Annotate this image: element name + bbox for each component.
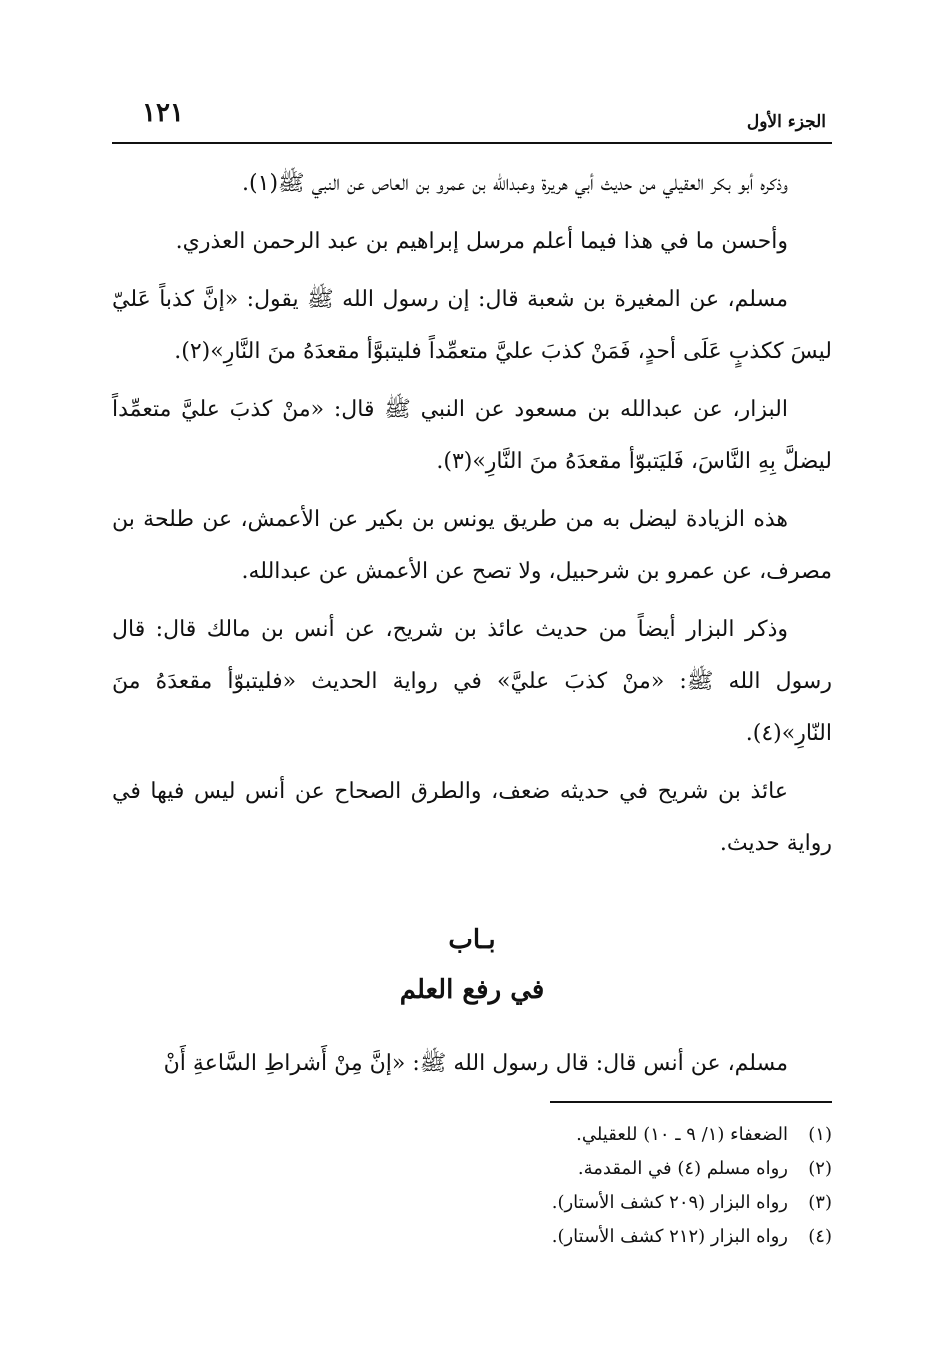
footnote: [112, 1152, 832, 1186]
book-page: [112, 0, 832, 1356]
footnote: [112, 1186, 832, 1220]
footnote-number: (٢): [808, 1158, 832, 1179]
paragraph: وذكره أبو بكر العقيلي من حديث أبي هريرة وعبدالله بن عمرو بن العاص عن النبي ﷺ(١).: [242, 171, 788, 196]
page-header: [112, 96, 832, 144]
chapter-title: بـاب: [448, 925, 496, 955]
footnote-text: الضعفاء (١/ ٩ ـ ١٠) للعقيلي.: [576, 1124, 788, 1145]
paragraph: عائذ بن شريح في حديثه ضعف، والطرق الصحاح عن أنس ليس فيها في رواية حديث.: [112, 779, 832, 856]
paragraph: مسلم، عن أنس قال: قال رسول الله ﷺ: «إنَّ مِنْ أَشراطِ السَّاعةِ أَنْ: [163, 1051, 788, 1076]
footnote: [112, 1118, 832, 1152]
footnote-number: (٣): [808, 1192, 832, 1213]
paragraph: مسلم، عن المغيرة بن شعبة قال: إن رسول الله ﷺ يقول: «إنَّ كذباً عَليّ ليسَ ككذبٍ عَلَى أحدٍ، فَمَنْ كذبَ عليَّ متعمِّداً فليتبوَّأ مقعدَهُ منَ النَّارِ»(٢).: [112, 287, 832, 364]
footnotes-list: [112, 1118, 832, 1254]
chapter-heading: [112, 915, 832, 1015]
chapter-subtitle: في رفع العلم: [399, 975, 545, 1005]
footnote-number: (٤): [808, 1226, 832, 1247]
paragraph: هذه الزيادة ليضل به من طريق يونس بن بكير عن الأعمش، عن طلحة بن مصرف، عن عمرو بن شرحبيل، ولا تصح عن الأعمش عن عبدالله.: [112, 507, 832, 584]
volume-label: الجزء الأول: [746, 112, 826, 132]
paragraph: وأحسن ما في هذا فيما أعلم مرسل إبراهيم بن عبد الرحمن العذري.: [175, 229, 788, 254]
paragraph: وذكر البزار أيضاً من حديث عائذ بن شريح، عن أنس بن مالك قال: قال رسول الله ﷺ: «منْ كذبَ عليَّ» في رواية الحديث «فليتبوّأ مقعدَهُ منَ النّارِ»(٤).: [112, 617, 832, 746]
footnote-divider: [550, 1101, 832, 1103]
footnote-number: (١): [808, 1124, 832, 1145]
main-text: [112, 158, 832, 876]
footnote-text: رواه البزار (٢٠٩ كشف الأستار).: [551, 1192, 788, 1213]
page-number: ١٢١: [142, 98, 184, 128]
footnote-text: رواه البزار (٢١٢ كشف الأستار).: [551, 1226, 788, 1247]
paragraph: البزار، عن عبدالله بن مسعود عن النبي ﷺ قال: «منْ كذبَ عليَّ متعمِّداً ليضلَّ بِهِ النَّاسَ، فَليَتبوّأ مقعدَهُ منَ النَّارِ»(٣).: [112, 397, 832, 474]
footnote: [112, 1220, 832, 1254]
footnote-text: رواه مسلم (٤) في المقدمة.: [577, 1158, 788, 1179]
